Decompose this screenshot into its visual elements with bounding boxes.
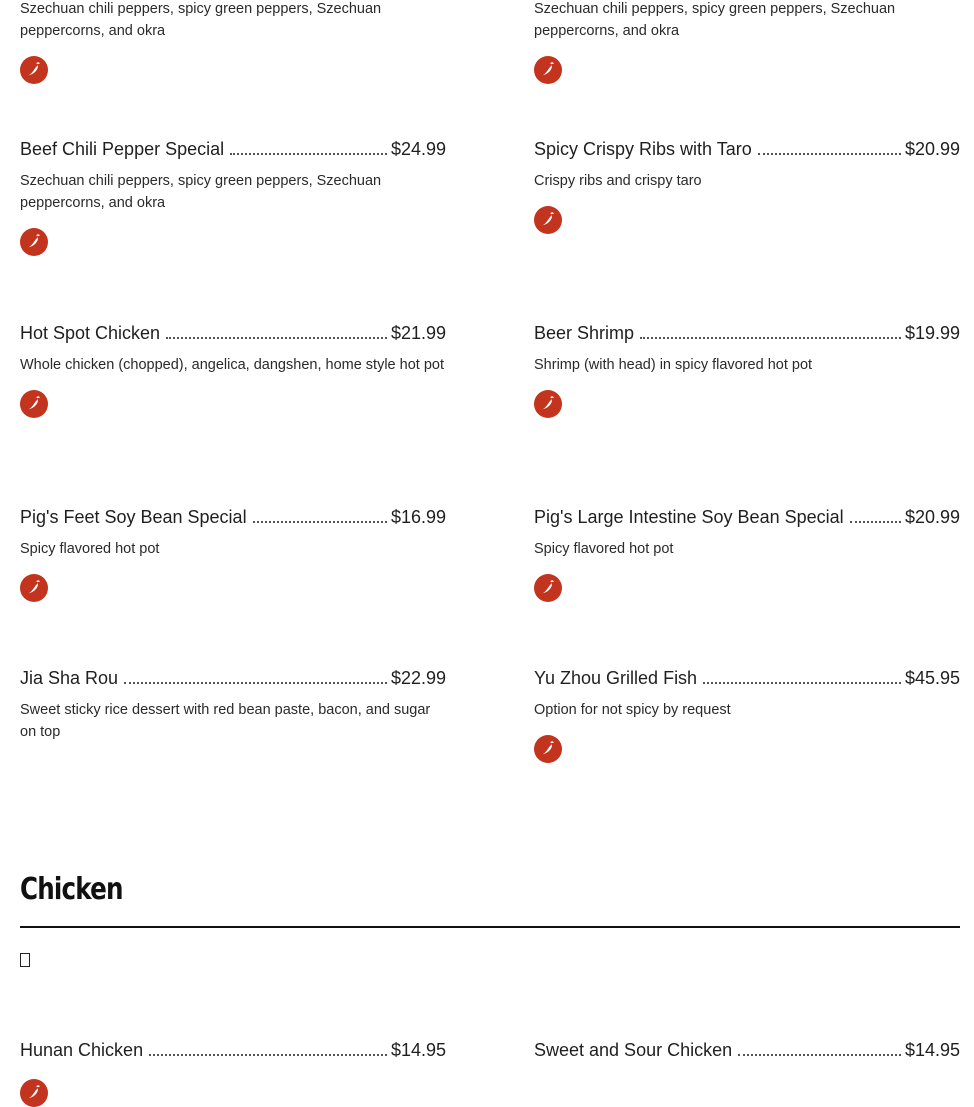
item-name: Beef Chili Pepper Special <box>20 138 230 160</box>
dot-leader <box>758 152 901 155</box>
dot-leader <box>166 336 387 339</box>
item-name: Beer Shrimp <box>534 322 640 344</box>
item-name: Hot Spot Chicken <box>20 322 166 344</box>
menu-item <box>534 502 960 602</box>
dot-leader <box>738 1053 901 1056</box>
item-description: Szechuan chili peppers, spicy green peppers, Szechuan peppercorns, and okra <box>20 173 382 211</box>
menu-item <box>20 1035 446 1107</box>
section-title: Chicken <box>20 872 123 907</box>
item-price: $22.99 <box>390 668 446 688</box>
dot-leader <box>230 152 387 155</box>
item-price: $16.99 <box>390 507 446 527</box>
item-price: $20.99 <box>904 139 960 159</box>
item-name: Pig's Large Intestine Soy Bean Special <box>534 506 850 528</box>
item-description: Szechuan chili peppers, spicy green peppers, Szechuan peppercorns, and okra <box>534 1 896 39</box>
menu-item <box>20 663 446 743</box>
section-divider <box>20 926 960 928</box>
chili-pepper-icon <box>534 56 562 84</box>
chili-pepper-icon <box>20 574 48 602</box>
chili-pepper-icon <box>534 574 562 602</box>
item-price: $20.99 <box>904 507 960 527</box>
dot-leader <box>703 681 901 684</box>
menu-item <box>534 663 960 763</box>
item-description: Option for not spicy by request <box>534 702 731 718</box>
menu-item <box>20 318 446 418</box>
item-description: Whole chicken (chopped), angelica, dangshen, home style hot pot <box>20 357 444 373</box>
chili-pepper-icon <box>20 390 48 418</box>
item-name: Sweet and Sour Chicken <box>534 1039 738 1061</box>
missing-glyph-icon <box>20 953 30 967</box>
item-description: Shrimp (with head) in spicy flavored hot pot <box>534 357 813 373</box>
dot-leader <box>850 520 901 523</box>
menu-item <box>534 1035 960 1061</box>
chili-pepper-icon <box>534 390 562 418</box>
item-name: Yu Zhou Grilled Fish <box>534 667 703 689</box>
item-price: $45.95 <box>904 668 960 688</box>
item-price: $21.99 <box>390 323 446 343</box>
item-description: Spicy flavored hot pot <box>20 541 160 557</box>
menu-item <box>20 502 446 602</box>
menu-item <box>534 318 960 418</box>
item-description: Sweet sticky rice dessert with red bean paste, bacon, and sugar on top <box>20 702 431 740</box>
item-name: Spicy Crispy Ribs with Taro <box>534 138 758 160</box>
item-price: $14.95 <box>904 1040 960 1060</box>
menu-item-prev-right <box>534 0 960 84</box>
menu-item <box>20 134 446 256</box>
chili-pepper-icon <box>20 56 48 84</box>
item-price: $24.99 <box>390 139 446 159</box>
item-name: Pig's Feet Soy Bean Special <box>20 506 253 528</box>
item-description: Szechuan chili peppers, spicy green peppers, Szechuan peppercorns, and okra <box>20 1 382 39</box>
item-price: $19.99 <box>904 323 960 343</box>
item-name: Jia Sha Rou <box>20 667 124 689</box>
item-price: $14.95 <box>390 1040 446 1060</box>
dot-leader <box>124 681 387 684</box>
dot-leader <box>253 520 387 523</box>
chili-pepper-icon <box>20 1079 48 1107</box>
chili-pepper-icon <box>534 735 562 763</box>
dot-leader <box>149 1053 387 1056</box>
item-description: Spicy flavored hot pot <box>534 541 674 557</box>
menu-item <box>534 134 960 234</box>
dot-leader <box>640 336 901 339</box>
menu-item-prev-left <box>20 0 446 84</box>
chili-pepper-icon <box>534 206 562 234</box>
item-name: Hunan Chicken <box>20 1039 149 1061</box>
item-description: Crispy ribs and crispy taro <box>534 173 702 189</box>
chili-pepper-icon <box>20 228 48 256</box>
